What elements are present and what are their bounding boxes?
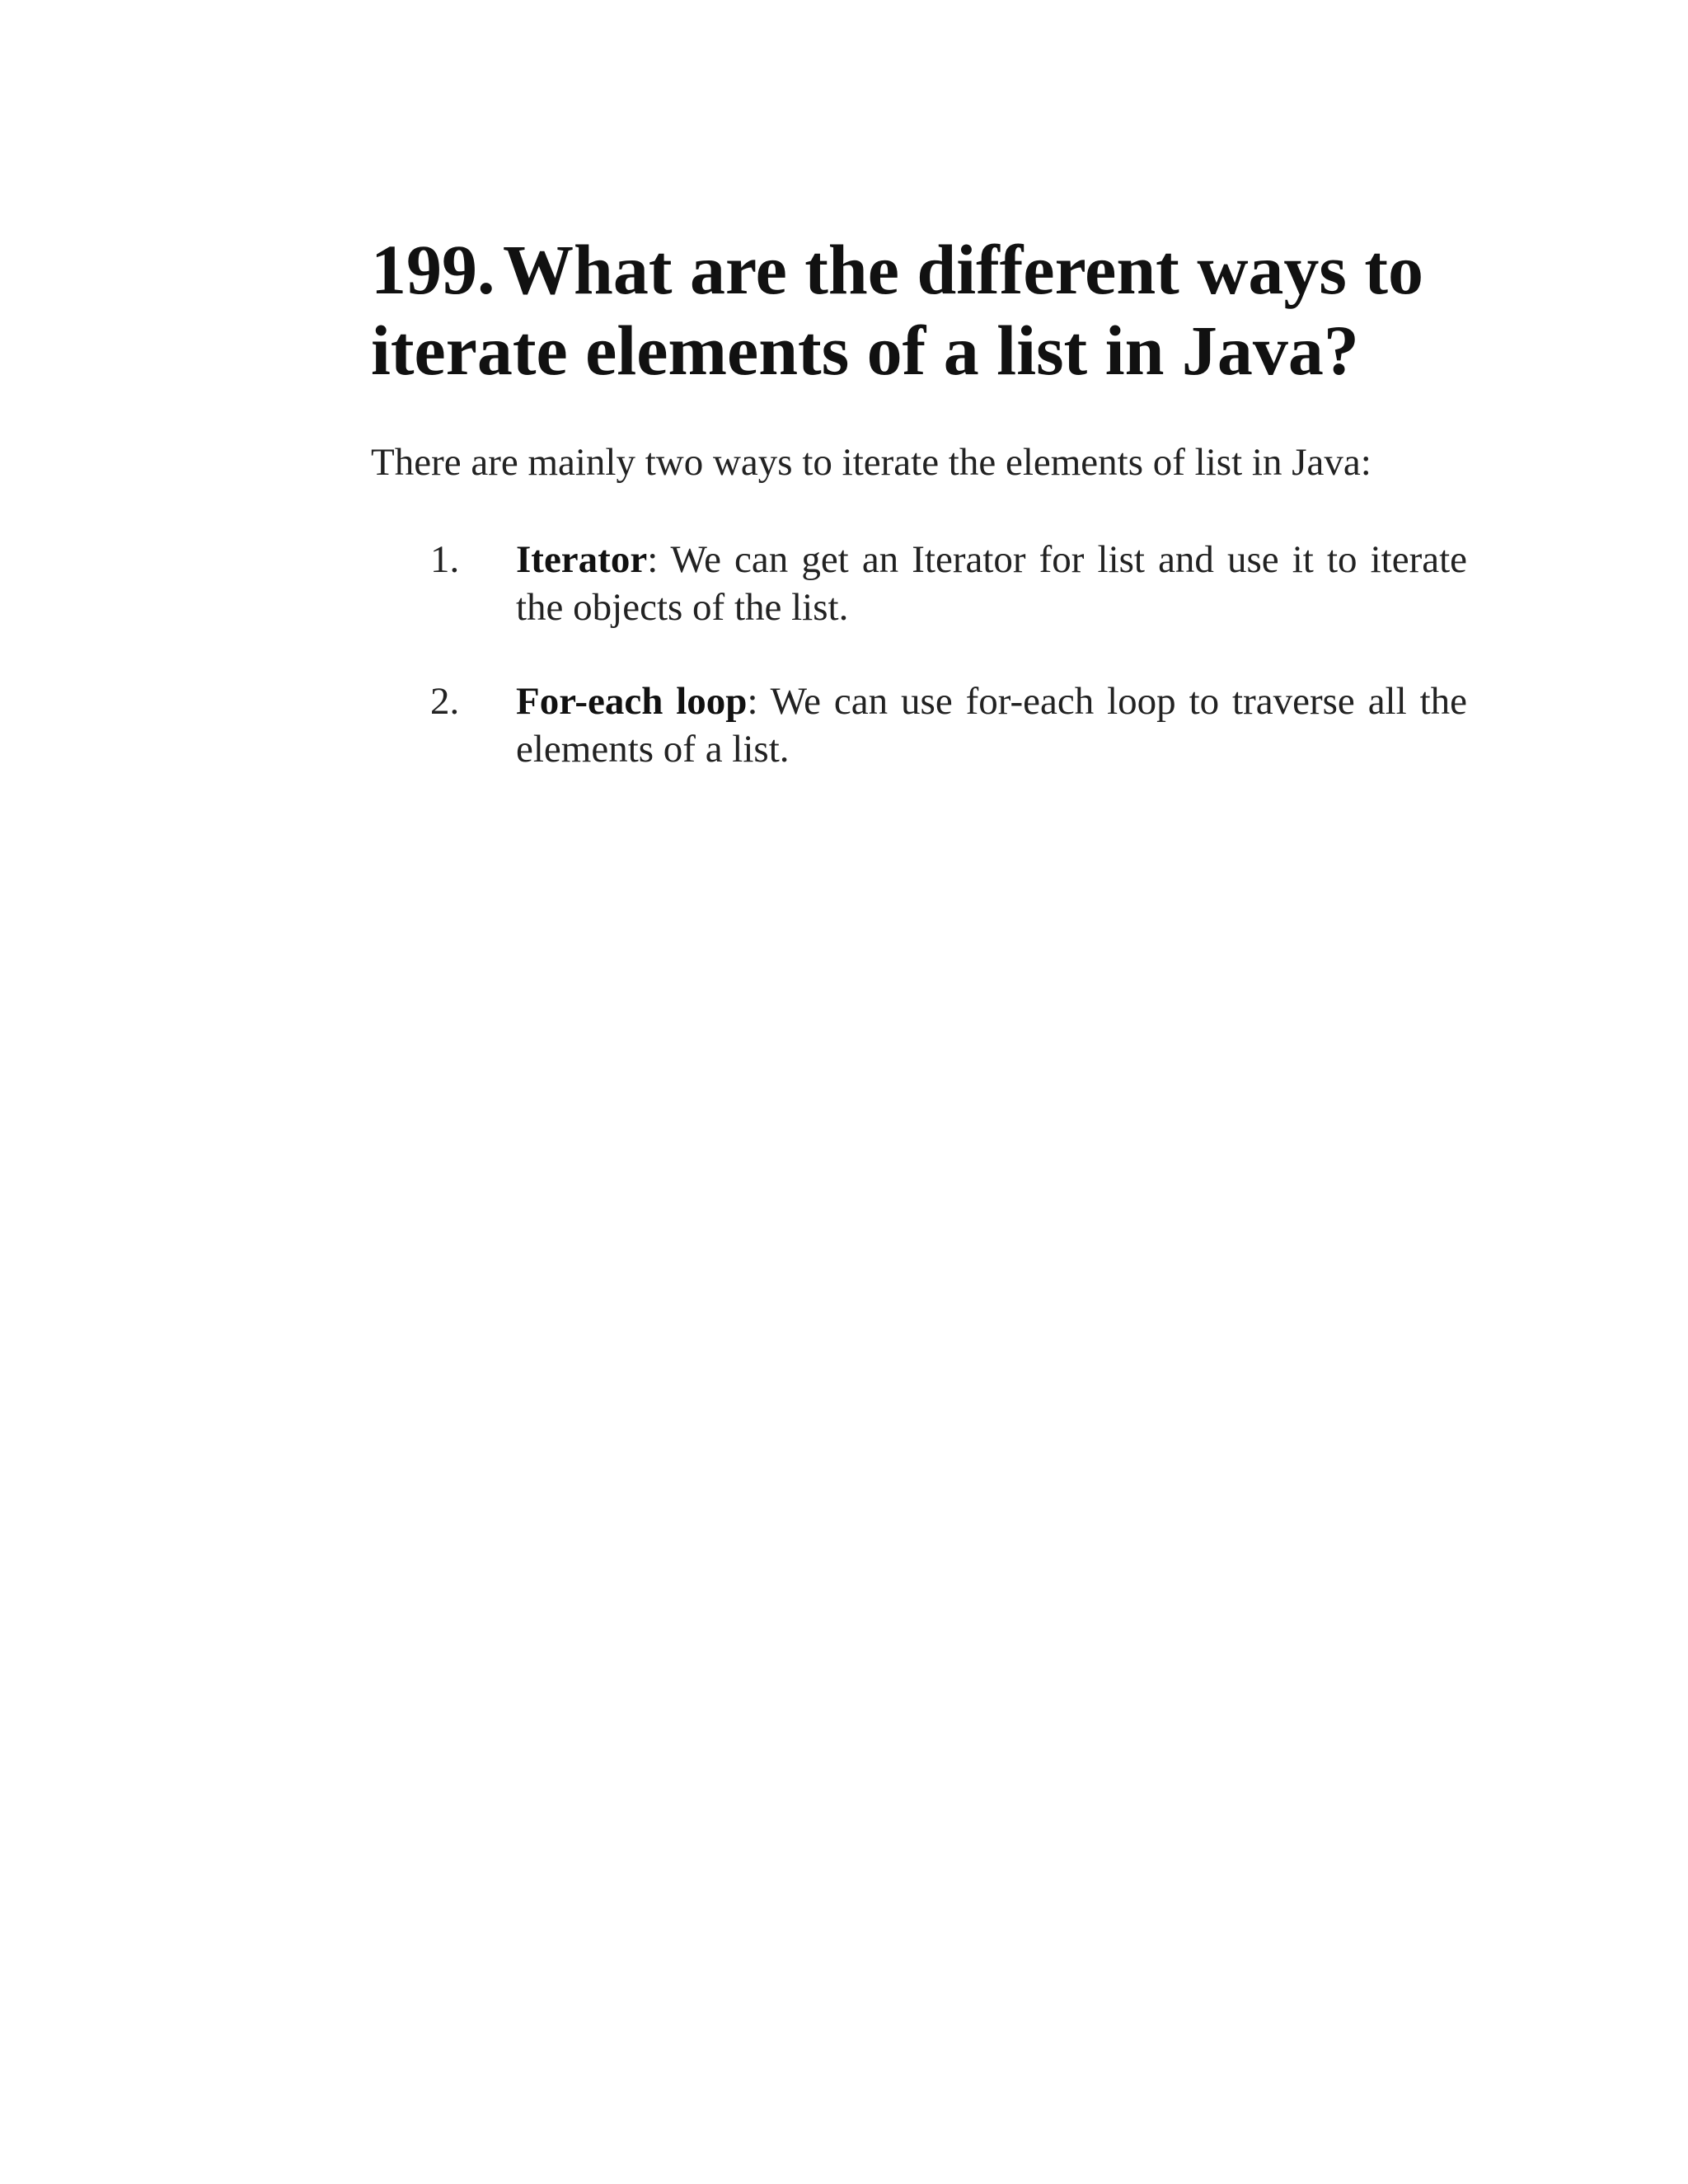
question-heading: [371, 229, 1508, 391]
intro-paragraph: There are mainly two ways to iterate the elements of list in Java:: [371, 441, 1372, 484]
list-item-description: : We can get an Iterator for list and use it to iterate the objects of the list.: [516, 538, 1467, 629]
question-title: What are the different ways to iterate elements of a list in Java?: [371, 230, 1424, 390]
list-item-text: [516, 536, 1467, 631]
list-item-text: [516, 677, 1467, 773]
list-item-term: Iterator: [516, 538, 648, 581]
question-number: 199.: [371, 230, 495, 309]
list-item-number: 1.: [430, 538, 460, 581]
list-item-term: For-each loop: [516, 680, 748, 723]
list-item-description: : We can use for-each loop to traverse all the elements of a list.: [516, 680, 1467, 771]
list-item-number: 2.: [430, 680, 460, 723]
